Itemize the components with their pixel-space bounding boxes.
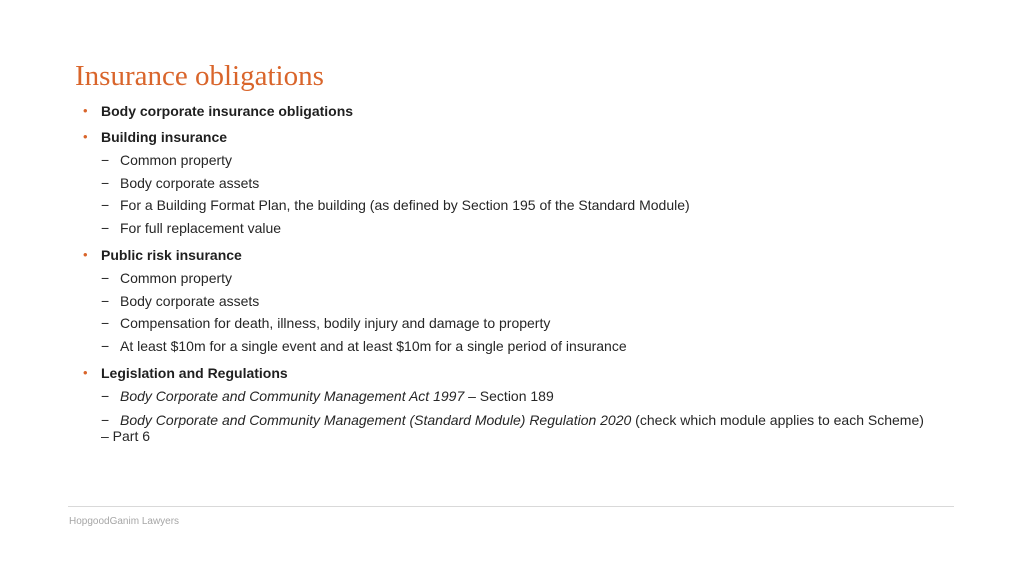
footer-firm-name: HopgoodGanim Lawyers <box>69 516 180 527</box>
dash-icon: − <box>101 219 110 236</box>
bullet-icon: • <box>83 103 88 118</box>
legislation-title: Body Corporate and Community Management (Standard Module) Regulation 2020 <box>120 411 632 428</box>
dash-icon: − <box>101 292 110 309</box>
item-text: For a Building Format Plan, the building (as defined by Section 195 of the Standard Module) <box>120 197 690 213</box>
section-public-risk <box>83 245 963 357</box>
section-heading <box>83 101 963 121</box>
bullet-icon: • <box>83 365 88 380</box>
dash-icon: − <box>101 197 110 213</box>
dash-icon: − <box>101 411 110 428</box>
item-text: For full replacement value <box>120 219 282 236</box>
section-heading <box>83 363 963 383</box>
list-item <box>83 149 963 172</box>
heading-text: Body corporate insurance obligations <box>101 103 354 119</box>
bullet-icon: • <box>83 129 88 144</box>
list-item <box>83 194 963 217</box>
list-item <box>83 267 963 290</box>
bullet-icon: • <box>83 247 88 262</box>
section-body-corporate <box>83 101 963 121</box>
legislation-title: Body Corporate and Community Management Act 1997 <box>120 388 465 404</box>
list-item <box>83 335 963 358</box>
list-item <box>83 312 963 335</box>
item-text: Common property <box>120 152 233 168</box>
list-item <box>83 412 963 444</box>
list-item <box>83 217 963 240</box>
list-item <box>83 290 963 313</box>
heading-text: Building insurance <box>101 129 228 145</box>
item-text: Body corporate assets <box>120 292 260 309</box>
section-heading <box>83 127 963 147</box>
section-legislation <box>83 363 963 444</box>
dash-icon: − <box>101 270 110 286</box>
list-item <box>83 172 963 195</box>
dash-icon: − <box>101 315 110 331</box>
item-text: At least $10m for a single event and at least $10m for a single period of insurance <box>120 337 627 354</box>
item-text: Body corporate assets <box>120 174 260 191</box>
section-heading <box>83 245 963 265</box>
item-text: Compensation for death, illness, bodily injury and damage to property <box>120 315 551 331</box>
legislation-reference: – Section 189 <box>464 388 554 404</box>
heading-text: Public risk insurance <box>101 247 242 263</box>
list-item <box>83 385 963 408</box>
dash-icon: − <box>101 174 110 191</box>
section-building-insurance <box>83 127 963 239</box>
item-text: Common property <box>120 270 233 286</box>
dash-icon: − <box>101 152 110 168</box>
footer-divider <box>68 506 954 507</box>
heading-text: Legislation and Regulations <box>101 365 288 381</box>
bullet-list <box>83 101 963 450</box>
legislation-note: (check which module applies to each Scheme) <box>631 411 924 428</box>
dash-icon: − <box>101 388 110 404</box>
page-title: Insurance obligations <box>75 60 324 92</box>
legislation-reference: – Part 6 <box>101 427 151 444</box>
dash-icon: − <box>101 337 110 354</box>
